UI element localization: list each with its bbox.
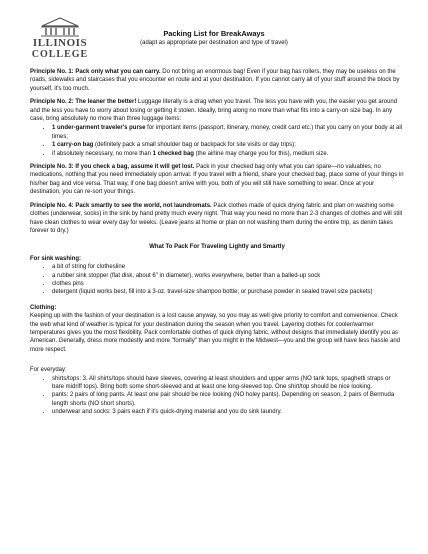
item-bold: 1 checked bag — [152, 150, 194, 157]
item-bold: 1 under-garment traveler's purse — [52, 125, 146, 132]
principle-4 — [30, 202, 404, 236]
what-to-pack-heading: What To Pack For Traveling Lightly and Smartly — [149, 244, 285, 251]
list-item — [52, 150, 404, 158]
clothing-heading: Clothing: — [30, 304, 57, 311]
logo-text-college: COLLEGE — [31, 49, 89, 60]
item-text: (definitely pack a small shoulder bag or backpack for site visits or day trips); — [93, 142, 296, 149]
list-item — [52, 141, 404, 149]
list-item: • shirts/tops: 3. All shirts/tops should have sleeves, covering at least shoulders and upper arms (NO tank tops, spaghetti straps or bare midriff tops). Bring both some short-sleeved and at least one long-sleeved top. One shirt/top should be nice looking. — [52, 375, 404, 392]
item-bold: 1 carry-on bag — [52, 142, 94, 149]
clothing-text: Keeping up with the fashion of your destination is a lost cause anyway, so you may as well give priority to comfort and convenience. Check the web what kind of weather is typical for your destination during the season when you travel. Layering clothes for cooler/warmer temperatures gives you the most flexibility. Pack comfortable clothes of quick drying fabric, without designs that immediately identify you as American. Generally, dress more modestly and more "formally" than you might in the Midwest—you and the group will have less hassle and more respect. — [30, 313, 400, 353]
list-item: • a rubber sink stopper (flat disk, about 6" in diameter), works everywhere, better than a balled-up sock — [52, 272, 404, 280]
item-text: for important items (passport, itinerary, money, credit card etc.) that you carry on your body at all times; — [52, 125, 403, 140]
everyday-heading: For everyday: — [30, 367, 67, 374]
sink-washing-heading: For sink washing: — [30, 255, 82, 262]
page-subtitle: (adapt as appropriate per destination and type of travel) — [140, 40, 288, 46]
list-item: • underwear and socks: 3 pairs each if it's quick-drying material and you do sink laundry. — [52, 408, 404, 416]
everyday-list — [30, 375, 404, 417]
sink-washing-list — [30, 263, 404, 297]
principle-2-text: Luggage literally is a drag when you travel. The less you have with you, the easier you get around and the less you have to worry about losing or getting it stolen. Ideally, bring along no more than what fits into a carry-on size bag. In any case, bring absolutely no more than three luggage items: — [30, 99, 398, 123]
logo-text-illinois: ILLINOIS — [32, 37, 88, 49]
list-item: • detergent (liquid works best, fill into a 3-oz. travel-size shampoo bottle; or purchase powder in sealed travel size packets) — [52, 288, 404, 296]
list-item: • a bit of string for clothesline — [52, 263, 404, 271]
principle-4-text: Pack clothes made of quick drying fabric and plan on washing some clothes (underwear, socks) in the sink by hand pretty much every night. That way you need no more than 2-3 changes of clothes and will still have clean clothes to wear every day for weeks. (Leave jeans at home or plan on not washing them during the entire trip, as denim takes forever to dry.) — [30, 202, 403, 234]
principle-3 — [30, 163, 404, 197]
principle-1-text: Do not bring an enormous bag! Even if your bag has rollers, they may be useless on the roads, sidewalks and staircases that you encounter en route and at your destination. If you cannot carry all of your stuff around the block by yourself, it's too much. — [30, 69, 400, 92]
principle-3-heading: Principle No. 3: If you check a bag, assume it will get lost. — [30, 164, 195, 171]
list-item: • pants: 2 pairs of long pants. At least one pair should be nice looking (NO holey pants). Depending on season, 2 pairs of Bermuda length shorts (NO short shorts). — [52, 391, 404, 408]
list-item: • clothes pins — [52, 280, 404, 288]
principle-4-heading: Principle No. 4: Pack smartly to see the world, not laundromats. — [30, 202, 212, 209]
principle-2 — [30, 98, 404, 123]
principle-1 — [30, 68, 404, 93]
page-title: Packing List for BreakAways — [163, 29, 265, 38]
document-body — [30, 68, 404, 422]
list-item — [52, 124, 404, 141]
luggage-items-list — [30, 124, 404, 158]
principle-1-heading: Principle No. 1: Pack only what you can carry. — [30, 69, 161, 75]
principle-2-heading: Principle No. 2: The leaner the better! — [30, 99, 137, 106]
item-text: (the airline may charge you for this), medium size. — [193, 150, 329, 157]
item-text: if absolutely necessary, no more than — [52, 150, 153, 157]
principle-3-text: Pack in your checked bag only what you can spare—no valuables, no medications, nothing that you need immediately upon arrival. If you travel with a friend, share your checked bag, place some of your things in his/her bag and vice versa. That way, if one bag doesn't arrive with you, both of you will still have something to wear. Once at your destination, you can re-sort your things. — [30, 164, 404, 196]
